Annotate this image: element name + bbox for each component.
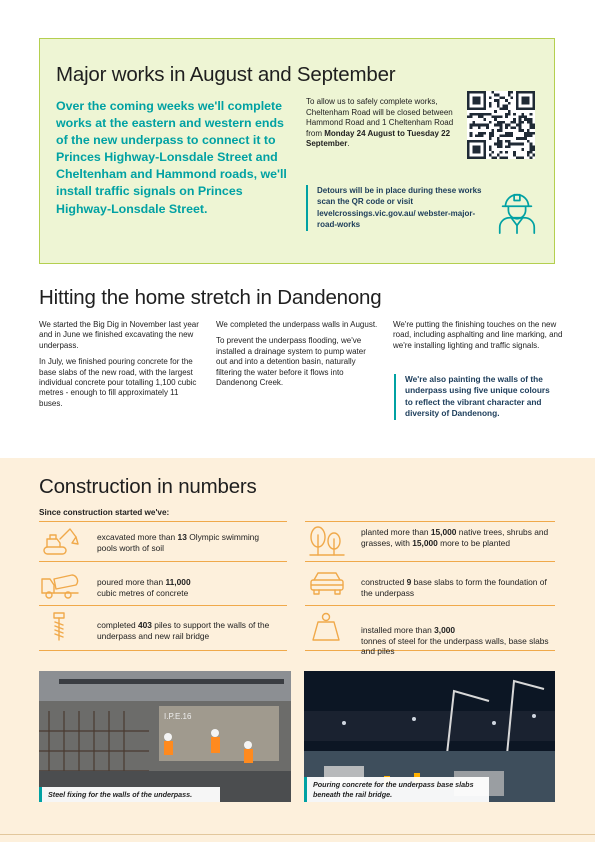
footer-divider [0,834,595,835]
divider [305,561,555,562]
paragraph: To prevent the underpass flooding, we've installed a drainage system to pump water out and into a detention basin, naturally filtering the water before it flows into Dandenong Creek. [216,336,366,388]
road-closure-info [306,97,456,150]
numbers-section [0,458,595,842]
divider [305,521,555,522]
stretch-column-3 [393,320,563,357]
svg-text:I.P.E.16: I.P.E.16 [164,712,192,721]
paragraph: We completed the underpass walls in August. [216,320,378,329]
qr-code-icon[interactable] [467,91,535,159]
stat-excavated: excavated more than 13 Olympic swimming pools worth of soil [97,532,259,553]
closure-text: To allow us to safely complete works, Cheltenham Road will be closed between Hammond Road and 1 Cheltenham Road from [306,97,454,138]
major-works-lead: Over the coming weeks we'll complete works at the eastern and western ends of the new underpass to connect it to Princes Highway-Lonsdale Street and Cheltenham and Hammond roads, we'll install traffic signals on Princes Highway-Lonsdale Street. [56,99,287,216]
paragraph: We're putting the finishing touches on the new road, including asphalting and line marking, and we're installing lighting and traffic signals. [393,320,563,350]
trees-icon [306,525,346,557]
closure-dates: Monday 24 August to Tuesday 22 September [306,128,451,149]
divider [305,605,555,606]
photo-caption-right: Pouring concrete for the underpass base slabs beneath the rail bridge. [304,777,489,802]
photo-concrete-pour [304,671,555,802]
steel-fixing-image [39,671,291,802]
divider [39,521,287,522]
car-icon [308,568,348,600]
divider [39,561,287,562]
major-works-title: Major works in August and September [56,63,396,86]
major-works-box [39,38,555,264]
concrete-mixer-icon [40,569,80,601]
photo-steel-fixing [39,671,291,802]
construction-worker-icon [494,189,540,235]
paragraph: In July, we finished pouring concrete for the base slabs of the new road, with the largest individual concrete pour totalling 1,100 cubic metres - enough to fill approximately 11 buses. [39,357,197,408]
stretch-column-1 [39,320,201,415]
stat-concrete: poured more than 11,000 cubic metres of concrete [97,577,191,598]
divider [39,650,287,651]
closure-end: . [347,139,350,149]
stat-steel: installed more than 3,000 tonnes of steel for the underpass walls, base slabs and piles [361,625,549,657]
stat-piles: completed 403 piles to support the walls of the underpass and new rail bridge [97,620,270,641]
weight-icon [306,611,346,643]
pile-drill-icon [40,611,80,643]
stat-base-slabs: constructed 9 base slabs to form the foundation of the underpass [361,577,547,598]
stretch-column-2 [216,320,378,394]
divider [39,605,287,606]
paragraph: We started the Big Dig in November last year and in June we finished excavating the new underpass. [39,320,199,350]
painting-callout: We're also painting the walls of the underpass using five unique colours to reflect the vibrant character and diversity of Dandenong. [394,374,555,420]
stat-trees: planted more than 15,000 native trees, shrubs and grasses, with 15,000 more to be planted [361,527,549,548]
stretch-title: Hitting the home stretch in Dandenong [39,286,382,309]
numbers-title: Construction in numbers [39,475,257,498]
photo-caption-left: Steel fixing for the walls of the underpass. [39,787,220,803]
detour-note: Detours will be in place during these works scan the QR code or visit levelcrossings.vic.gov.au/ webster-major-road-works [306,185,489,231]
excavator-icon [42,525,82,557]
numbers-subtitle: Since construction started we've: [39,508,170,517]
